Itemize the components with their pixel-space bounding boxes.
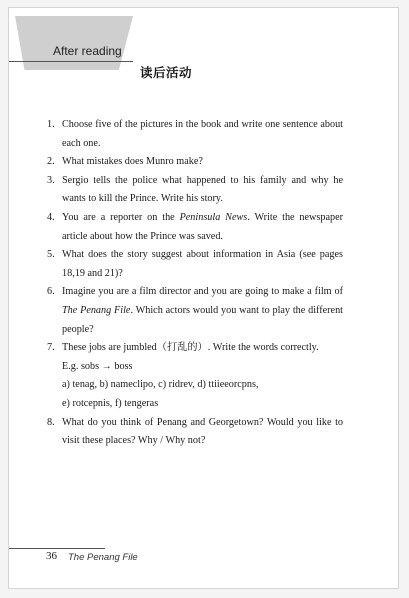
running-footer-title: The Penang File — [68, 552, 138, 563]
newspaper-title: Peninsula News — [179, 211, 248, 223]
question-number: 6. — [47, 286, 55, 298]
question-5 — [47, 246, 343, 283]
question-text-post: . Which actors would you want to play the different people? — [62, 304, 343, 335]
section-label: After reading — [53, 44, 122, 58]
question-number: 4. — [47, 211, 55, 223]
header-rule — [9, 61, 133, 62]
question-text: Choose five of the pictures in the book and write one sentence about each one. — [62, 119, 343, 149]
book-page — [8, 7, 399, 589]
question-2 — [47, 153, 343, 172]
question-text: Sergio tells the police what happened to his family and why he wants to kill the Prince. Write his story. — [62, 174, 343, 205]
book-title-reference: The Penang File — [62, 304, 131, 316]
jumbled-words-line: a) tenag, b) nameclipo, c) ridrev, d) ttiieeorcpns, — [62, 379, 259, 391]
question-text: What does the story suggest about information in Asia (see pages 18,19 and 21)? — [62, 249, 343, 279]
example-line: E.g. sobs → boss — [62, 360, 133, 372]
question-6 — [47, 283, 343, 339]
jumbled-words-line: e) rotcepnis, f) tengeras — [62, 397, 159, 409]
question-text: What mistakes does Munro make? — [62, 156, 203, 168]
question-text: What do you think of Penang and Georgetown? Would you like to visit these places? Why / Why not? — [62, 416, 343, 447]
question-text — [62, 286, 343, 334]
question-number: 3. — [47, 174, 55, 186]
question-text-pre: You are a reporter on the — [62, 211, 180, 223]
question-4 — [47, 209, 343, 246]
question-number: 1. — [47, 119, 55, 130]
question-3 — [47, 172, 343, 209]
question-number: 7. — [47, 342, 55, 354]
question-1 — [47, 116, 343, 153]
question-text: These jobs are jumbled（打乱的）. Write the words correctly. — [62, 342, 319, 354]
question-7 — [47, 339, 343, 413]
question-number: 5. — [47, 249, 55, 261]
question-text — [62, 212, 343, 242]
question-text-post: . Write the newspaper article about how the Prince was saved. — [62, 211, 343, 242]
question-text-pre: Imagine you are a film director and you are going to make a film of — [62, 286, 343, 298]
question-number: 2. — [47, 156, 55, 168]
section-title: 读后活动 — [140, 65, 193, 80]
question-8 — [47, 414, 343, 451]
question-list — [47, 116, 343, 451]
page-number: 36 — [46, 550, 57, 562]
question-number: 8. — [47, 416, 55, 428]
footer-rule — [9, 548, 105, 549]
